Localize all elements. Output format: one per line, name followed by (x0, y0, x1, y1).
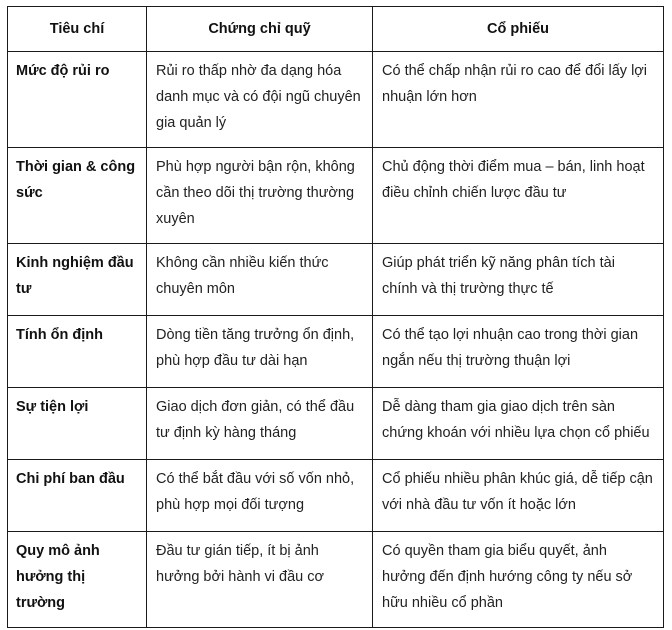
criterion-cell: Kinh nghiệm đầu tư (8, 244, 147, 316)
fund-certificate-cell: Đầu tư gián tiếp, ít bị ảnh hưởng bởi hành vi đầu cơ (147, 532, 373, 628)
criterion-cell: Chi phí ban đầu (8, 460, 147, 532)
table-row (8, 460, 664, 532)
fund-certificate-cell: Giao dịch đơn giản, có thể đầu tư định kỳ hàng tháng (147, 388, 373, 460)
comparison-table (7, 6, 664, 628)
stock-cell: Giúp phát triển kỹ năng phân tích tài chính và thị trường thực tế (373, 244, 664, 316)
header-criterion: Tiêu chí (8, 7, 147, 52)
fund-certificate-cell: Có thể bắt đầu với số vốn nhỏ, phù hợp mọi đối tượng (147, 460, 373, 532)
fund-certificate-cell: Rủi ro thấp nhờ đa dạng hóa danh mục và có đội ngũ chuyên gia quản lý (147, 52, 373, 148)
criterion-cell: Quy mô ảnh hưởng thị trường (8, 532, 147, 628)
table-row (8, 52, 664, 148)
criterion-cell: Tính ổn định (8, 316, 147, 388)
stock-cell: Chủ động thời điểm mua – bán, linh hoạt điều chỉnh chiến lược đầu tư (373, 148, 664, 244)
criterion-cell: Thời gian & công sức (8, 148, 147, 244)
fund-certificate-cell: Phù hợp người bận rộn, không cần theo dõi thị trường thường xuyên (147, 148, 373, 244)
fund-certificate-cell: Không cần nhiều kiến thức chuyên môn (147, 244, 373, 316)
stock-cell: Có thể tạo lợi nhuận cao trong thời gian ngắn nếu thị trường thuận lợi (373, 316, 664, 388)
header-stock: Cổ phiếu (373, 7, 664, 52)
header-fund-certificate: Chứng chỉ quỹ (147, 7, 373, 52)
criterion-cell: Mức độ rủi ro (8, 52, 147, 148)
table-row (8, 316, 664, 388)
stock-cell: Có thể chấp nhận rủi ro cao để đổi lấy lợi nhuận lớn hơn (373, 52, 664, 148)
table-row (8, 388, 664, 460)
comparison-table-container (7, 6, 664, 628)
table-header-row (8, 7, 664, 52)
stock-cell: Dễ dàng tham gia giao dịch trên sàn chứng khoán với nhiều lựa chọn cổ phiếu (373, 388, 664, 460)
stock-cell: Có quyền tham gia biểu quyết, ảnh hưởng đến định hướng công ty nếu sở hữu nhiều cổ phần (373, 532, 664, 628)
table-row (8, 532, 664, 628)
table-row (8, 244, 664, 316)
criterion-cell: Sự tiện lợi (8, 388, 147, 460)
stock-cell: Cổ phiếu nhiều phân khúc giá, dễ tiếp cận với nhà đầu tư vốn ít hoặc lớn (373, 460, 664, 532)
table-row (8, 148, 664, 244)
fund-certificate-cell: Dòng tiền tăng trưởng ổn định, phù hợp đầu tư dài hạn (147, 316, 373, 388)
